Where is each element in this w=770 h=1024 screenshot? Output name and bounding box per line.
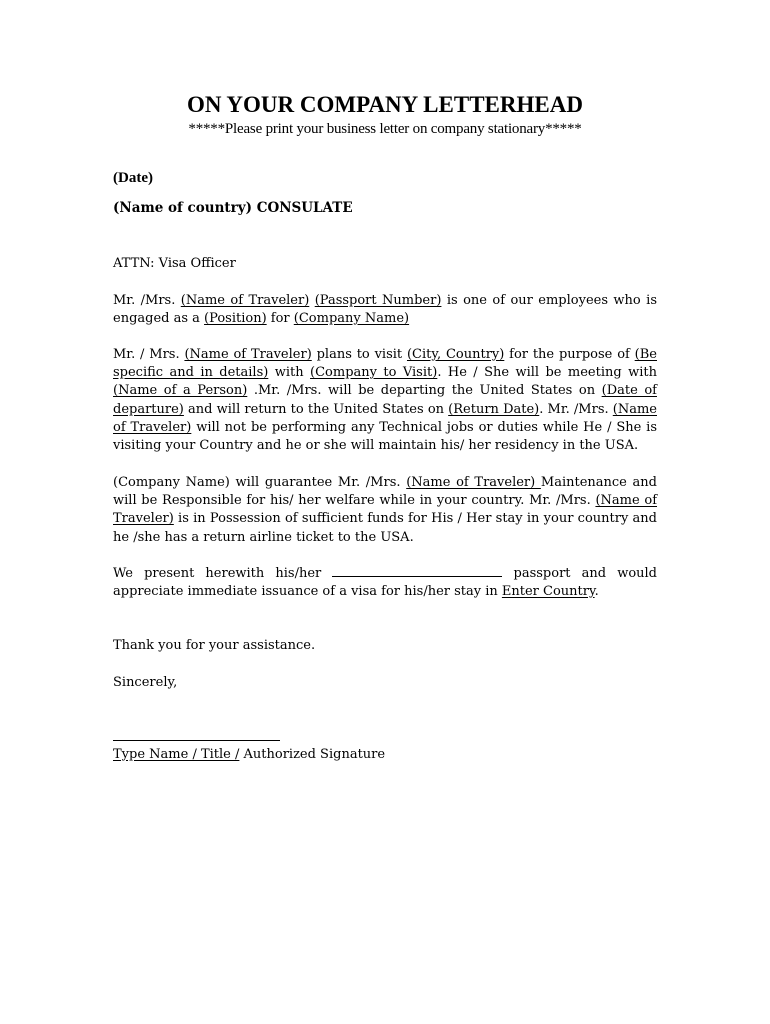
- text-segment: plans to visit: [311, 347, 407, 362]
- text-segment: .Mr. /Mrs. will be departing the United States on: [247, 383, 602, 399]
- field-company-name: (Company Name): [293, 311, 410, 327]
- field-position: (Position): [204, 311, 267, 327]
- paragraph-employee: [113, 292, 657, 328]
- field-name-of-traveler-2: (Name of Traveler): [113, 401, 657, 435]
- letterhead-heading: ON YOUR COMPANY LETTERHEAD: [187, 92, 583, 117]
- field-be-specific: (Be specific and in details): [113, 347, 657, 381]
- text-segment: Mr. /Mrs.: [113, 293, 181, 308]
- field-name-of-traveler: (Name of Traveler): [180, 293, 310, 308]
- text-segment: and will return to the United States on: [183, 401, 449, 417]
- closing-line: Sincerely,: [113, 675, 178, 690]
- text-segment: .: [594, 584, 599, 600]
- text-segment: passport and would appreciate immediate issuance of a visa for his/her stay in: [113, 566, 658, 600]
- signature-caption: [113, 746, 657, 764]
- date-placeholder: (Date): [113, 170, 153, 186]
- passport-blank-line: [332, 564, 502, 577]
- paragraph-passport-request: [113, 564, 657, 601]
- field-name-of-traveler: (Name of Traveler): [406, 475, 541, 490]
- field-company-to-visit: (Company to Visit): [310, 365, 438, 381]
- field-type-name-title: Type Name / Title /: [113, 747, 240, 762]
- text-segment: . He / She will be meeting with: [437, 365, 657, 381]
- text-segment: Maintenance and will be Responsible for his/ her welfare while in your country. Mr. /Mrs.: [113, 475, 657, 509]
- paragraph-visit-purpose: [113, 346, 657, 455]
- consulate-line: (Name of country) CONSULATE: [113, 200, 353, 216]
- field-name-of-traveler-2: (Name of Traveler): [113, 493, 658, 527]
- text-segment: We present herewith his/her: [113, 566, 333, 581]
- text-segment: (Company Name) will guarantee Mr. /Mrs.: [113, 475, 407, 490]
- attn-line: ATTN: Visa Officer: [113, 256, 236, 271]
- field-return-date: (Return Date): [448, 401, 540, 417]
- text-segment: for the purpose of: [504, 347, 635, 362]
- field-passport-number: (Passport Number): [314, 293, 442, 308]
- text-segment: Mr. / Mrs.: [113, 347, 185, 362]
- thanks-line: Thank you for your assistance.: [113, 638, 316, 653]
- field-date-of-departure: (Date of departure): [113, 383, 657, 417]
- letterhead-subheading: *****Please print your business letter on company stationary*****: [188, 121, 582, 137]
- text-segment: for: [266, 311, 294, 327]
- text-segment: is in Possession of sufficient funds for His / Her stay in your country and he /she has a return airline ticket to the USA.: [113, 511, 657, 545]
- text-segment: is one of our employees who is engaged as a: [113, 293, 657, 327]
- field-enter-country: Enter Country: [501, 584, 595, 600]
- signature-line: [113, 740, 280, 741]
- text-segment: Authorized Signature: [239, 747, 386, 762]
- field-name-of-traveler: (Name of Traveler): [184, 347, 312, 362]
- text-segment: with: [268, 365, 311, 381]
- text-segment: . Mr. /Mrs.: [539, 401, 613, 417]
- field-city-country: (City, Country): [406, 347, 505, 362]
- paragraph-guarantee: [113, 474, 657, 547]
- text-segment: will not be performing any Technical jobs or duties while He / She is visiting your Country and he or she will maintain his/ her residency in the USA.: [113, 419, 657, 454]
- field-name-of-person: (Name of a Person): [113, 383, 248, 399]
